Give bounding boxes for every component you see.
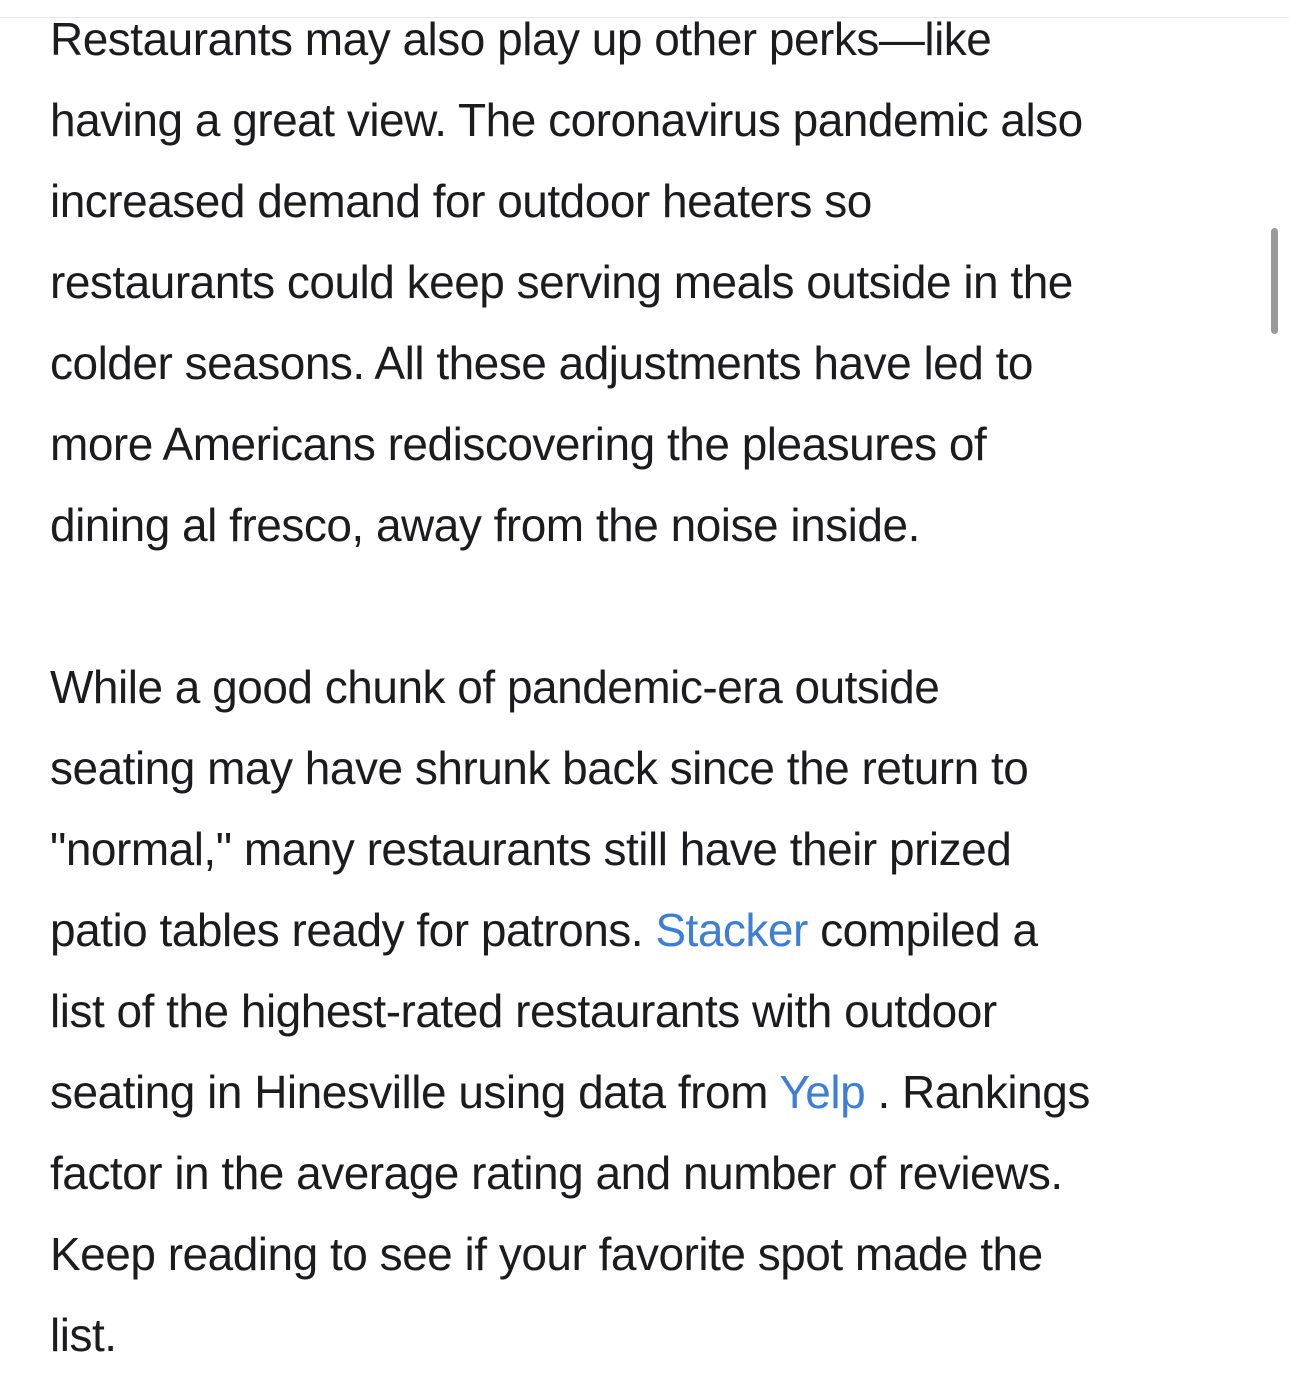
yelp-link[interactable]: Yelp [779, 1066, 866, 1118]
paragraph-2-line: list. [50, 1309, 117, 1361]
paragraph-1-line: Restaurants may also play up other perks—like [50, 13, 992, 65]
paragraph-2 [50, 647, 1260, 1376]
paragraph-2-line [50, 1052, 1260, 1133]
paragraph-1-line: dining al fresco, away from the noise inside. [50, 499, 920, 551]
article-body [50, 0, 1260, 1376]
paragraph-1-line: colder seasons. All these adjustments have led to [50, 337, 1033, 389]
paragraph-1-line: more Americans rediscovering the pleasures of [50, 418, 987, 470]
paragraph-2-line: factor in the average rating and number of reviews. [50, 1147, 1063, 1199]
paragraph-2-line [50, 890, 1260, 971]
paragraph-2-line: Keep reading to see if your favorite spot made the [50, 1228, 1043, 1280]
text-segment: seating in Hinesville using data from [50, 1066, 780, 1118]
text-segment: patio tables ready for patrons. [50, 904, 656, 956]
paragraph-2-line: list of the highest-rated restaurants with outdoor [50, 985, 997, 1037]
paragraph-1 [50, 0, 1260, 566]
paragraph-1-line: restaurants could keep serving meals outside in the [50, 256, 1073, 308]
paragraph-1-line: increased demand for outdoor heaters so [50, 175, 872, 227]
paragraph-2-line: "normal," many restaurants still have their prized [50, 823, 1012, 875]
text-segment: compiled a [807, 904, 1038, 956]
stacker-link[interactable]: Stacker [655, 904, 808, 956]
vertical-scrollbar[interactable] [1271, 228, 1278, 334]
text-segment: . Rankings [865, 1066, 1090, 1118]
paragraph-2-line: seating may have shrunk back since the return to [50, 742, 1029, 794]
paragraph-1-line: having a great view. The coronavirus pandemic also [50, 94, 1083, 146]
paragraph-2-line: While a good chunk of pandemic-era outside [50, 661, 940, 713]
